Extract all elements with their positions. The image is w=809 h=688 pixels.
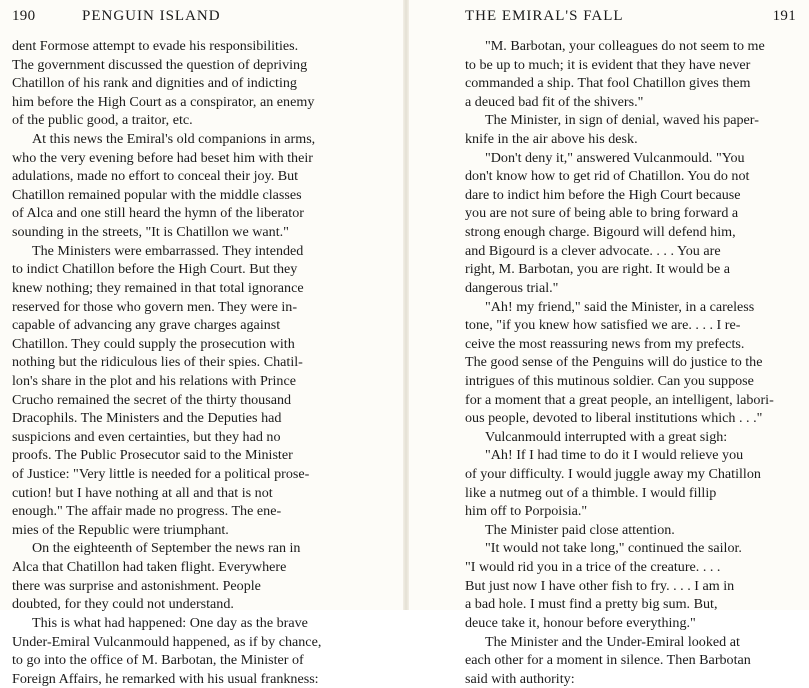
left-page-header [12,5,347,27]
text-line: "Don't deny it," answered Vulcanmould. "You [485,149,745,166]
text-line: who the very evening before had beset him with their [12,149,313,166]
text-line: a bad hole. I must find a pretty big sum. But, [465,596,718,613]
text-line: enough." The affair made no progress. The ene- [12,503,282,520]
text-line: and Bigourd is a clever advocate. . . . You are [465,242,721,259]
text-line: "Ah! If I had time to do it I would relieve you [485,447,744,464]
right-page-number: 191 [772,8,796,24]
text-line: This is what had happened: One day as the brave [32,614,308,631]
text-line: sounding in the streets, "It is Chatillon we want." [12,224,289,241]
text-line: Alca that Chatillon had taken flight. Everywhere [12,559,287,576]
text-line: The Ministers were embarrassed. They intended [32,242,304,259]
text-line: you are not sure of being able to bring forward a [465,205,739,222]
left-page-body [12,37,342,688]
text-line: intrigues of this mutinous soldier. Can you suppose [465,372,754,389]
text-line: of Justice: "Very little is needed for a political prose- [12,466,310,483]
left-running-head: PENGUIN ISLAND [82,8,221,24]
right-page [409,0,809,687]
text-line: The Minister and the Under-Emiral looked at [485,633,740,650]
text-line: suspicions and even certainties, but they had no [12,428,281,445]
text-line: "I would rid you in a trice of the creature. . . . [465,559,721,576]
text-line: like a nutmeg out of a thimble. I would fillip [465,484,717,501]
text-line: dare to indict him before the High Court because [465,186,741,203]
text-line: "Ah! my friend," said the Minister, in a careless [485,298,755,315]
text-line: right, M. Barbotan, you are right. It would be a [465,261,730,278]
text-line: At this news the Emiral's old companions in arms, [32,131,316,148]
text-line: adulations, made no effort to conceal their joy. But [12,168,299,185]
text-line: for a moment that a great people, an intelligent, labori- [465,391,774,408]
text-line: of Alca and one still heard the hymn of the liberator [12,205,304,222]
text-line: On the eighteenth of September the news ran in [32,540,301,557]
text-line: Chatillon. They could supply the prosecution with [12,335,295,352]
text-line: said with authority: [465,670,575,687]
text-line: to go into the office of M. Barbotan, the Minister of [12,652,304,669]
text-line: dangerous trial." [465,279,559,296]
text-line: Dracophils. The Ministers and the Deputies had [12,410,282,427]
right-page-body [465,37,791,688]
text-line: nothing but the ridiculous lies of their spies. Chatil- [12,354,303,371]
text-line: commanded a ship. That fool Chatillon gives them [465,75,751,92]
text-line: Vulcanmould interrupted with a great sigh: [485,428,728,445]
text-line: knew nothing; they remained in that total ignorance [12,279,304,296]
text-line: capable of advancing any grave charges against [12,317,281,334]
text-line: knife in the air above his desk. [465,131,638,148]
text-line: deuce take it, honour before everything." [465,614,696,631]
text-line: Chatillon of his rank and dignities and of indicting [12,75,297,92]
right-page-header [465,5,796,27]
text-line: Chatillon remained popular with the middle classes [12,186,302,203]
text-line: doubted, for they could not understand. [12,596,234,613]
text-line: Crucho remained the secret of the thirty thousand [12,391,292,408]
text-line: mies of the Republic were triumphant. [12,521,229,538]
text-line: cution! but I have nothing at all and that is not [12,484,273,501]
text-line: The government discussed the question of depriving [12,56,308,73]
text-line: strong enough charge. Bigourd will defend him, [465,224,736,241]
text-line: The Minister paid close attention. [485,521,675,538]
text-line: dent Formose attempt to evade his responsibilities. [12,38,299,54]
text-line: him before the High Court as a conspirator, an enemy [12,93,315,110]
text-line: to indict Chatillon before the High Court. But they [12,261,298,278]
text-line: a deuced bad fit of the shivers." [465,93,644,110]
text-line: But just now I have other fish to fry. . . . I am in [465,577,735,594]
text-line: to be up to much; it is evident that they have never [465,56,751,73]
text-line: The Minister, in sign of denial, waved his paper- [485,112,759,129]
text-line: proofs. The Public Prosecutor said to the Minister [12,447,293,464]
right-running-head: THE EMIRAL'S FALL [465,8,624,24]
text-line: Under-Emiral Vulcanmould happened, as if by chance, [12,633,322,650]
text-line: each other for a moment in silence. Then Barbotan [465,652,751,669]
text-line: The good sense of the Penguins will do justice to the [465,354,763,371]
text-line: "It would not take long," continued the sailor. [485,540,742,557]
text-line: Foreign Affairs, he remarked with his usual frankness: [12,670,319,687]
text-line: tone, "if you knew how satisfied we are. . . . I re- [465,317,741,334]
text-line: of the public good, a traitor, etc. [12,112,193,129]
left-page [0,0,403,687]
text-line: reserved for those who govern men. They were in- [12,298,298,315]
text-line: ous people, devoted to liberal institutions which . . ." [465,410,763,427]
text-line: there was surprise and astonishment. People [12,577,261,594]
text-line: lon's share in the plot and his relations with Prince [12,372,296,389]
text-line: don't know how to get rid of Chatillon. You do not [465,168,750,185]
text-line: "M. Barbotan, your colleagues do not seem to me [485,38,765,54]
text-line: ceive the most reassuring news from my prefects. [465,335,745,352]
left-page-number: 190 [12,8,36,24]
text-line: of your difficulty. I would juggle away my Chatillon [465,466,761,483]
text-line: him off to Porpoisia." [465,503,588,520]
